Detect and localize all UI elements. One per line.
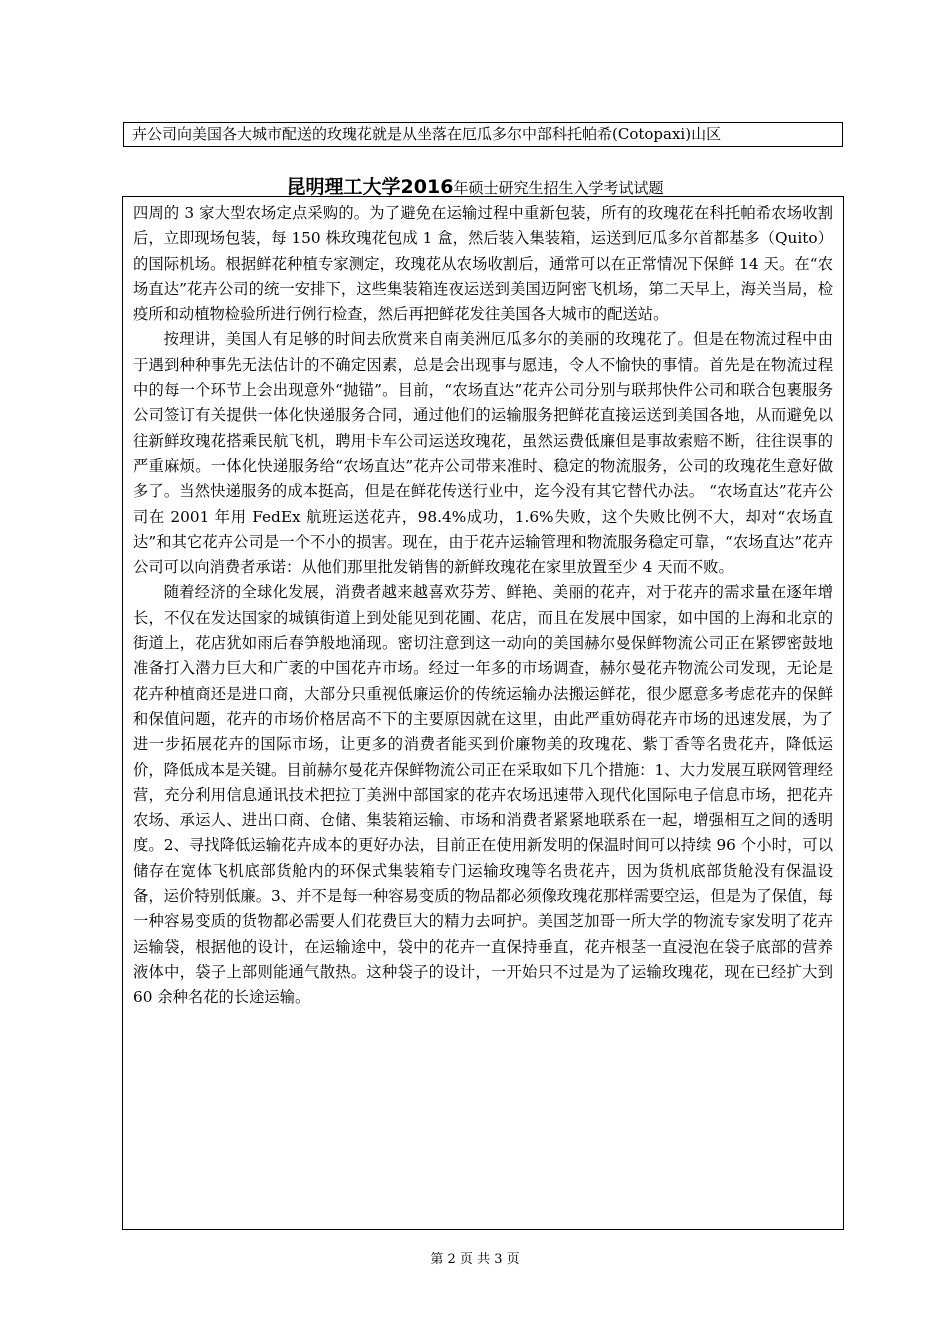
exam-title: [0, 172, 950, 199]
paragraph-2: 按理讲，美国人有足够的时间去欣赏来自南美洲厄瓜多尔的美丽的玫瑰花了。但是在物流过程中由于遇到种种事先无法估计的不确定因素，总是会出现事与愿违，令人不愉快的事情。首先是在物流过程中的每一个环节上会出现意外“抛锚”。目前，“农场直达”花卉公司分别与联邦快件公司和联合包裹服务公司签订有关提供一体化快递服务合同，通过他们的运输服务把鲜花直接运送到美国各地，从而避免以往新鲜玫瑰花搭乘民航飞机，聘用卡车公司运送玫瑰花，虽然运费低廉但是事故索赔不断，往往误事的严重麻烦。一体化快递服务给“农场直达”花卉公司带来准时、稳定的物流服务，公司的玫瑰花生意好做多了。当然快递服务的成本挺高，但是在鲜花传送行业中，迄今没有其它替代办法。 “农场直达”花卉公司在 2001 年用 FedEx 航班运送花卉，98.4%成功，1.6%失败，这个失败比例不大，却对“农场直达”和其它花卉公司是一个不小的损害。现在，由于花卉运输管理和物流服务稳定可靠，“农场直达”花卉公司可以向消费者承诺：从他们那里批发销售的新鲜玫瑰花在家里放置至少 4 天而不败。: [133, 330, 833, 577]
exam-title-school: 昆明理工大学: [286, 176, 401, 198]
continued-text: 卉公司向美国各大城市配送的玫瑰花就是从坐落在厄瓜多尔中部科托帕希(Cotopaxi)山区: [132, 125, 722, 143]
continued-text-box: [123, 122, 843, 147]
exam-title-suffix: 年硕士研究生招生入学考试试题: [453, 179, 664, 197]
page-footer: 第 2 页 共 3 页: [430, 1252, 520, 1267]
paragraph-1: 四周的 3 家大型农场定点采购的。为了避免在运输过程中重新包装，所有的玫瑰花在科托帕希农场收割后，立即现场包装，每 150 株玫瑰花包成 1 盒，然后装入集装箱，运送到厄瓜多尔首都基多（Quito）的国际机场。根据鲜花种植专家测定，玫瑰花从农场收割后，通常可以在正常情况下保鲜 14 天。在“农场直达”花卉公司的统一安排下，这些集装箱连夜运送到美国迈阿密飞机场，第二天早上，海关当局，检疫所和动植物检验所进行例行检查，然后再把鲜花发往美国各大城市的配送站。: [133, 204, 833, 324]
answer-content-box: [122, 196, 844, 1230]
paragraph-3: 随着经济的全球化发展，消费者越来越喜欢芬芳、鲜艳、美丽的花卉，对于花卉的需求量在逐年增长，不仅在发达国家的城镇街道上到处能见到花圃、花店，而且在发展中国家，如中国的上海和北京的街道上，花店犹如雨后春笋般地涌现。密切注意到这一动向的美国赫尔曼保鲜物流公司正在紧锣密鼓地准备打入潜力巨大和广袤的中国花卉市场。经过一年多的市场调查，赫尔曼花卉物流公司发现，无论是花卉种植商还是进口商，大部分只重视低廉运价的传统运输办法搬运鲜花，很少愿意多考虑花卉的保鲜和保值问题，花卉的市场价格居高不下的主要原因就在这里，由此严重妨碍花卉市场的迅速发展，为了进一步拓展花卉的国际市场，让更多的消费者能买到价廉物美的玫瑰花、紫丁香等名贵花卉，降低运价，降低成本是关键。目前赫尔曼花卉保鲜物流公司正在采取如下几个措施：1、大力发展互联网管理经营，充分利用信息通讯技术把拉丁美洲中部国家的花卉农场迅速带入现代化国际电子信息市场，把花卉农场、承运人、进出口商、仓储、集装箱运输、市场和消费者紧紧地联系在一起，增强相互之间的透明度。2、寻找降低运输花卉成本的更好办法，目前正在使用新发明的保温时间可以持续 96 个小时，可以储存在宽体飞机底部货舱内的环保式集装箱专门运输玫瑰等名贵花卉，因为货机底部货舱没有保温设备，运价特别低廉。3、并不是每一种容易变质的物品都必须像玫瑰花那样需要空运，但是为了保值，每一种容易变质的货物都必需要人们花费巨大的精力去呵护。美国芝加哥一所大学的物流专家发明了花卉运输袋，根据他的设计，在运输途中，袋中的花卉一直保持垂直，花卉根茎一直浸泡在袋子底部的营养液体中，袋子上部则能通气散热。这种袋子的设计，一开始只不过是为了运输玫瑰花，现在已经扩大到 60 余种名花的长途运输。: [133, 583, 833, 1007]
exam-title-year: 2016: [400, 176, 454, 198]
